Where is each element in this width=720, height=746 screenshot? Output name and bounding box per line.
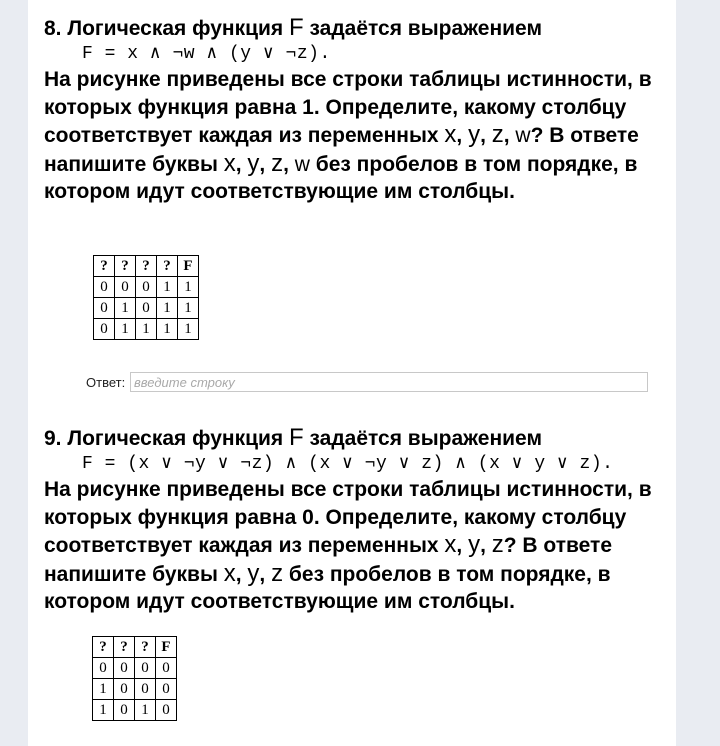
table-header-cell: ? <box>136 256 157 277</box>
table-cell: 0 <box>136 298 157 319</box>
table-cell: 1 <box>157 298 178 319</box>
table-cell: 1 <box>178 298 199 319</box>
task-9-sep3: , <box>235 562 248 586</box>
table-cell: 1 <box>115 298 136 319</box>
task-8-var-y2: y <box>247 149 260 177</box>
task-9-q-part1: На рисунке приведены все строки таблицы истинности, в которых функция равна 0. Определите, какому столбцу соответствует каждая из переменных <box>44 478 652 558</box>
table-cell: 0 <box>156 700 177 721</box>
table-cell: 0 <box>156 679 177 700</box>
table-cell: 1 <box>157 319 178 340</box>
table-cell: 0 <box>114 679 135 700</box>
table-cell: 1 <box>93 679 114 700</box>
task-8-formula: F = x ∧ ¬w ∧ (y ∨ ¬z). <box>82 44 331 64</box>
table-cell: 0 <box>135 679 156 700</box>
table-cell: 0 <box>156 658 177 679</box>
task-8-sep1: , <box>456 124 469 148</box>
table-cell: 0 <box>94 319 115 340</box>
table-header-cell: ? <box>94 256 115 277</box>
table-cell: 0 <box>115 277 136 298</box>
task-8-sep3: , <box>503 124 516 148</box>
task-9-var-x: x <box>444 531 457 559</box>
table-row <box>94 298 199 319</box>
table-cell: 1 <box>136 319 157 340</box>
table-cell: 1 <box>115 319 136 340</box>
table-cell: 1 <box>93 700 114 721</box>
table-row <box>94 319 199 340</box>
task-8-q-part1: На рисунке приведены все строки таблицы истинности, в которых функция равна 1. Определите, какому столбцу соответствует каждая из переменных <box>44 68 652 148</box>
answer-label: Ответ: <box>86 375 126 390</box>
task-9-q-part2: ? В ответе напишите буквы <box>44 534 613 586</box>
table-cell: 1 <box>178 277 199 298</box>
task-8-sep2: , <box>480 124 492 148</box>
task-8-heading-prefix: 8. Логическая функция <box>44 17 289 40</box>
table-header-cell: F <box>178 256 199 277</box>
task-8-sep6: , <box>283 152 295 176</box>
table-cell: 1 <box>178 319 199 340</box>
task-8-heading-suffix: задаётся выражением <box>303 17 542 40</box>
table-header-cell: ? <box>157 256 178 277</box>
task-9-truth-table <box>92 636 177 721</box>
task-8-func-var: F <box>289 14 304 41</box>
table-header-cell: ? <box>114 637 135 658</box>
task-9-sep4: , <box>259 562 272 586</box>
table-header-row <box>94 256 199 277</box>
task-8-var-w: w <box>515 124 531 148</box>
table-header-cell: ? <box>135 637 156 658</box>
task-9-sep1: , <box>456 534 469 558</box>
table-cell: 0 <box>136 277 157 298</box>
task-9-var-y: y <box>468 531 481 559</box>
task-9-q-part3: без пробелов в том порядке, в котором идут соответствующие им столбцы. <box>44 562 611 614</box>
table-row <box>93 700 177 721</box>
table-header-cell: ? <box>93 637 114 658</box>
task-9-formula: F = (x ∨ ¬y ∨ ¬z) ∧ (x ∨ ¬y ∨ z) ∧ (x ∨ y ∨ z). <box>82 454 614 474</box>
task-9-heading-prefix: 9. Логическая функция <box>44 427 289 450</box>
task-8-sep4: , <box>235 152 248 176</box>
task-8-var-y: y <box>468 121 481 149</box>
task-9-heading <box>44 424 674 452</box>
table-row <box>94 277 199 298</box>
table-cell: 0 <box>114 700 135 721</box>
task-8-truth-table <box>93 255 199 340</box>
table-header-cell: F <box>156 637 177 658</box>
task-8 <box>44 14 674 206</box>
table-cell: 0 <box>114 658 135 679</box>
task-9-var-y2: y <box>247 559 260 587</box>
table-cell: 0 <box>135 658 156 679</box>
answer-input[interactable] <box>130 372 648 392</box>
task-9-question <box>44 476 674 616</box>
task-9-var-z: z <box>491 531 504 559</box>
task-8-var-z: z <box>491 121 504 149</box>
task-8-var-x: x <box>444 121 457 149</box>
task-8-var-w2: w <box>294 152 310 176</box>
task-8-question <box>44 66 674 206</box>
task-9-func-var: F <box>289 424 304 451</box>
table-cell: 1 <box>135 700 156 721</box>
page <box>28 0 676 746</box>
table-row <box>93 658 177 679</box>
table-header-row <box>93 637 177 658</box>
table-cell: 1 <box>157 277 178 298</box>
table-cell: 0 <box>93 658 114 679</box>
task-9-var-z2: z <box>271 559 284 587</box>
task-9-var-x2: x <box>223 559 236 587</box>
task-8-q-part2: ? В ответе напишите буквы <box>44 124 639 176</box>
table-header-cell: ? <box>115 256 136 277</box>
table-cell: 0 <box>94 298 115 319</box>
task-8-var-x2: x <box>223 149 236 177</box>
task-9-sep2: , <box>480 534 492 558</box>
table-cell: 0 <box>94 277 115 298</box>
task-8-var-z2: z <box>271 149 284 177</box>
task-8-q-part3: без пробелов в том порядке, в котором идут соответствующие им столбцы. <box>44 152 638 204</box>
task-8-heading <box>44 14 674 42</box>
task-8-sep5: , <box>259 152 272 176</box>
task-9 <box>44 424 674 616</box>
table-row <box>93 679 177 700</box>
task-9-heading-suffix: задаётся выражением <box>303 427 542 450</box>
task-8-answer <box>86 372 654 394</box>
